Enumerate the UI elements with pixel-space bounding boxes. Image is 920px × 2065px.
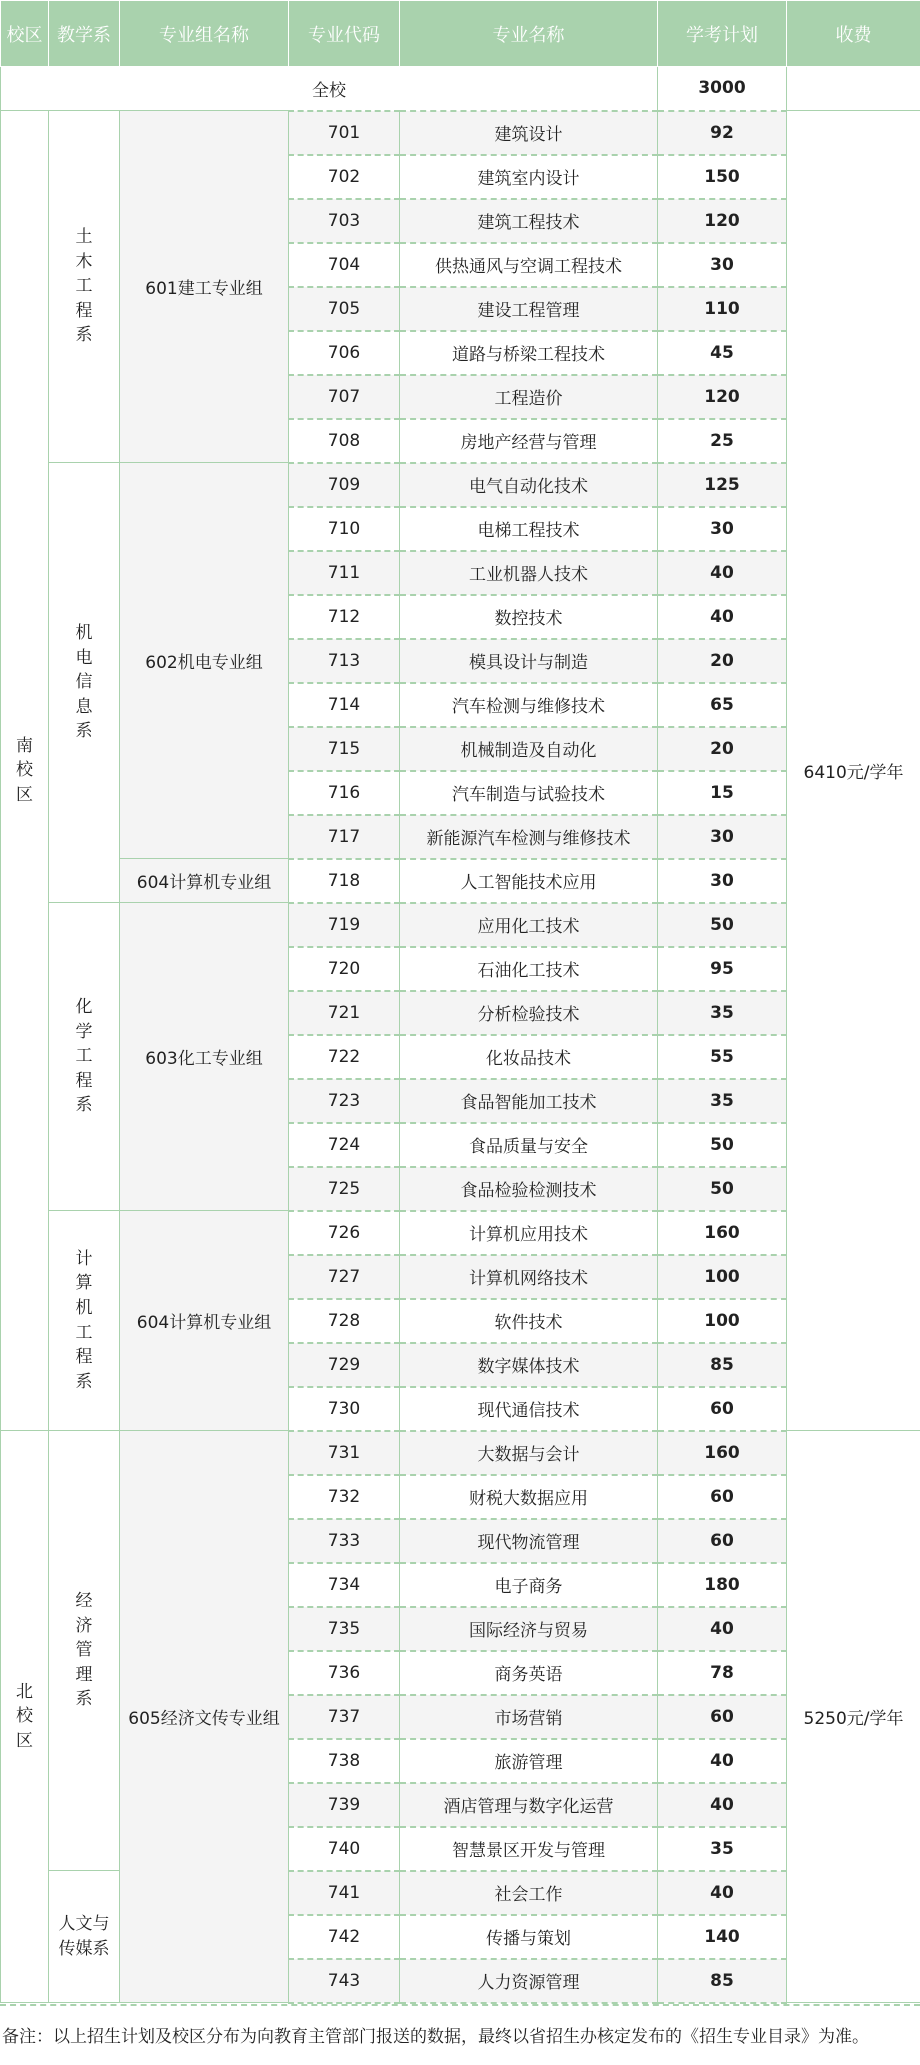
- plan-cell: 65: [658, 683, 787, 727]
- major-code-cell: 730: [289, 1387, 400, 1431]
- major-name-cell: 建筑工程技术: [400, 199, 658, 243]
- group-name-cell: 601建工专业组: [120, 111, 289, 463]
- total-label: 全校: [1, 67, 658, 111]
- major-code-cell: 709: [289, 463, 400, 507]
- header-major-name: 专业名称: [400, 1, 658, 67]
- major-code-cell: 718: [289, 859, 400, 903]
- major-code-cell: 715: [289, 727, 400, 771]
- fee-cell: 6410元/学年: [787, 111, 920, 1431]
- plan-cell: 78: [658, 1651, 787, 1695]
- major-name-cell: 数控技术: [400, 595, 658, 639]
- major-code-cell: 721: [289, 991, 400, 1035]
- plan-cell: 50: [658, 1123, 787, 1167]
- plan-cell: 120: [658, 375, 787, 419]
- major-code-cell: 725: [289, 1167, 400, 1211]
- plan-cell: 50: [658, 903, 787, 947]
- campus-name: 南校区: [16, 735, 33, 805]
- plan-cell: 40: [658, 1783, 787, 1827]
- major-code-cell: 717: [289, 815, 400, 859]
- department-name: 化学工程系: [75, 996, 93, 1116]
- plan-cell: 100: [658, 1299, 787, 1343]
- plan-cell: 60: [658, 1387, 787, 1431]
- major-name-cell: 汽车制造与试验技术: [400, 771, 658, 815]
- plan-cell: 40: [658, 1871, 787, 1915]
- major-name-cell: 分析检验技术: [400, 991, 658, 1035]
- plan-cell: 30: [658, 815, 787, 859]
- campus-cell: [1, 111, 49, 1431]
- major-name-cell: 旅游管理: [400, 1739, 658, 1783]
- major-code-cell: 713: [289, 639, 400, 683]
- major-name-cell: 供热通风与空调工程技术: [400, 243, 658, 287]
- major-name-cell: 汽车检测与维修技术: [400, 683, 658, 727]
- plan-cell: 35: [658, 1079, 787, 1123]
- major-code-cell: 707: [289, 375, 400, 419]
- plan-cell: 40: [658, 595, 787, 639]
- major-name-cell: 建设工程管理: [400, 287, 658, 331]
- plan-cell: 50: [658, 1167, 787, 1211]
- major-code-cell: 734: [289, 1563, 400, 1607]
- plan-cell: 40: [658, 551, 787, 595]
- department-cell: [49, 1211, 120, 1431]
- major-name-cell: 人工智能技术应用: [400, 859, 658, 903]
- major-name-cell: 现代物流管理: [400, 1519, 658, 1563]
- header-major-code: 专业代码: [289, 1, 400, 67]
- plan-cell: 35: [658, 991, 787, 1035]
- plan-cell: 60: [658, 1695, 787, 1739]
- major-name-cell: 国际经济与贸易: [400, 1607, 658, 1651]
- plan-cell: 110: [658, 287, 787, 331]
- major-name-cell: 道路与桥梁工程技术: [400, 331, 658, 375]
- major-code-cell: 705: [289, 287, 400, 331]
- major-code-cell: 702: [289, 155, 400, 199]
- header-fee: 收费: [787, 1, 920, 67]
- major-name-cell: 工业机器人技术: [400, 551, 658, 595]
- campus-cell: [1, 1431, 49, 2003]
- major-name-cell: 建筑设计: [400, 111, 658, 155]
- group-name-cell: 604计算机专业组: [120, 1211, 289, 1431]
- campus-name: 北校区: [16, 1681, 33, 1751]
- major-name-cell: 软件技术: [400, 1299, 658, 1343]
- department-cell: [49, 1431, 120, 1871]
- major-name-cell: 市场营销: [400, 1695, 658, 1739]
- plan-cell: 120: [658, 199, 787, 243]
- group-name-cell: 605经济文传专业组: [120, 1431, 289, 2003]
- plan-cell: 60: [658, 1519, 787, 1563]
- major-code-cell: 729: [289, 1343, 400, 1387]
- major-name-cell: 电子商务: [400, 1563, 658, 1607]
- major-name-cell: 电气自动化技术: [400, 463, 658, 507]
- table-body: [1, 67, 920, 2003]
- footnote: 备注：以上招生计划及校区分布为向教育主管部门报送的数据，最终以省招生办核定发布的《招生专业目录》为准。: [0, 2004, 920, 2065]
- plan-cell: 100: [658, 1255, 787, 1299]
- plan-cell: 140: [658, 1915, 787, 1959]
- fee-cell: 5250元/学年: [787, 1431, 920, 2003]
- group-name-cell: 603化工专业组: [120, 903, 289, 1211]
- department-cell: [49, 111, 120, 463]
- major-name-cell: 化妆品技术: [400, 1035, 658, 1079]
- plan-cell: 150: [658, 155, 787, 199]
- major-code-cell: 735: [289, 1607, 400, 1651]
- major-code-cell: 701: [289, 111, 400, 155]
- major-code-cell: 719: [289, 903, 400, 947]
- major-code-cell: 704: [289, 243, 400, 287]
- plan-cell: 160: [658, 1211, 787, 1255]
- major-code-cell: 722: [289, 1035, 400, 1079]
- major-name-cell: 社会工作: [400, 1871, 658, 1915]
- major-name-cell: 食品智能加工技术: [400, 1079, 658, 1123]
- major-name-cell: 建筑室内设计: [400, 155, 658, 199]
- major-name-cell: 数字媒体技术: [400, 1343, 658, 1387]
- table-row: [1, 1431, 920, 1475]
- header-department: 教学系: [49, 1, 120, 67]
- total-row: [1, 67, 920, 111]
- major-code-cell: 723: [289, 1079, 400, 1123]
- major-name-cell: 新能源汽车检测与维修技术: [400, 815, 658, 859]
- major-code-cell: 711: [289, 551, 400, 595]
- plan-cell: 55: [658, 1035, 787, 1079]
- department-cell: [49, 903, 120, 1211]
- department-cell: [49, 1871, 120, 2003]
- major-code-cell: 703: [289, 199, 400, 243]
- department-name: 经济管理系: [75, 1590, 93, 1710]
- table-row: [1, 903, 920, 947]
- plan-cell: 40: [658, 1607, 787, 1651]
- major-name-cell: 商务英语: [400, 1651, 658, 1695]
- plan-cell: 30: [658, 859, 787, 903]
- major-name-cell: 石油化工技术: [400, 947, 658, 991]
- major-code-cell: 737: [289, 1695, 400, 1739]
- major-code-cell: 738: [289, 1739, 400, 1783]
- major-code-cell: 742: [289, 1915, 400, 1959]
- major-name-cell: 食品检验检测技术: [400, 1167, 658, 1211]
- header-group-name: 专业组名称: [120, 1, 289, 67]
- plan-cell: 25: [658, 419, 787, 463]
- major-code-cell: 720: [289, 947, 400, 991]
- plan-cell: 30: [658, 507, 787, 551]
- plan-cell: 125: [658, 463, 787, 507]
- total-fee-empty: [787, 67, 920, 111]
- plan-cell: 95: [658, 947, 787, 991]
- plan-cell: 35: [658, 1827, 787, 1871]
- plan-cell: 20: [658, 727, 787, 771]
- major-code-cell: 739: [289, 1783, 400, 1827]
- major-name-cell: 财税大数据应用: [400, 1475, 658, 1519]
- major-name-cell: 大数据与会计: [400, 1431, 658, 1475]
- plan-cell: 45: [658, 331, 787, 375]
- major-name-cell: 房地产经营与管理: [400, 419, 658, 463]
- major-code-cell: 724: [289, 1123, 400, 1167]
- major-code-cell: 714: [289, 683, 400, 727]
- department-name: 人文与传媒系: [58, 1913, 110, 1959]
- major-name-cell: 智慧景区开发与管理: [400, 1827, 658, 1871]
- plan-cell: 92: [658, 111, 787, 155]
- table-row: [1, 111, 920, 155]
- table-row: [1, 1211, 920, 1255]
- major-name-cell: 计算机网络技术: [400, 1255, 658, 1299]
- plan-cell: 85: [658, 1959, 787, 2003]
- major-name-cell: 应用化工技术: [400, 903, 658, 947]
- major-code-cell: 716: [289, 771, 400, 815]
- major-code-cell: 736: [289, 1651, 400, 1695]
- header-campus: 校区: [1, 1, 49, 67]
- header-plan: 学考计划: [658, 1, 787, 67]
- major-code-cell: 741: [289, 1871, 400, 1915]
- group-name-cell: 604计算机专业组: [120, 859, 289, 903]
- table-row: [1, 463, 920, 507]
- group-name-cell: 602机电专业组: [120, 463, 289, 859]
- major-name-cell: 现代通信技术: [400, 1387, 658, 1431]
- department-name: 土木工程系: [75, 226, 93, 346]
- major-code-cell: 733: [289, 1519, 400, 1563]
- plan-cell: 40: [658, 1739, 787, 1783]
- major-name-cell: 模具设计与制造: [400, 639, 658, 683]
- table-row: [1, 859, 920, 903]
- major-code-cell: 706: [289, 331, 400, 375]
- plan-cell: 160: [658, 1431, 787, 1475]
- major-code-cell: 732: [289, 1475, 400, 1519]
- plan-cell: 60: [658, 1475, 787, 1519]
- major-code-cell: 712: [289, 595, 400, 639]
- major-name-cell: 计算机应用技术: [400, 1211, 658, 1255]
- major-name-cell: 传播与策划: [400, 1915, 658, 1959]
- major-name-cell: 机械制造及自动化: [400, 727, 658, 771]
- major-name-cell: 电梯工程技术: [400, 507, 658, 551]
- department-cell: [49, 463, 120, 903]
- major-code-cell: 743: [289, 1959, 400, 2003]
- major-code-cell: 727: [289, 1255, 400, 1299]
- major-code-cell: 731: [289, 1431, 400, 1475]
- major-name-cell: 人力资源管理: [400, 1959, 658, 2003]
- plan-cell: 85: [658, 1343, 787, 1387]
- department-name: 计算机工程系: [75, 1248, 93, 1392]
- major-code-cell: 728: [289, 1299, 400, 1343]
- plan-cell: 20: [658, 639, 787, 683]
- major-code-cell: 708: [289, 419, 400, 463]
- major-name-cell: 酒店管理与数字化运营: [400, 1783, 658, 1827]
- major-name-cell: 食品质量与安全: [400, 1123, 658, 1167]
- major-code-cell: 726: [289, 1211, 400, 1255]
- department-name: 机电信息系: [75, 622, 93, 742]
- plan-cell: 180: [658, 1563, 787, 1607]
- total-value: 3000: [658, 67, 787, 111]
- major-code-cell: 710: [289, 507, 400, 551]
- major-name-cell: 工程造价: [400, 375, 658, 419]
- header-row: [1, 1, 920, 67]
- major-code-cell: 740: [289, 1827, 400, 1871]
- plan-cell: 15: [658, 771, 787, 815]
- plan-cell: 30: [658, 243, 787, 287]
